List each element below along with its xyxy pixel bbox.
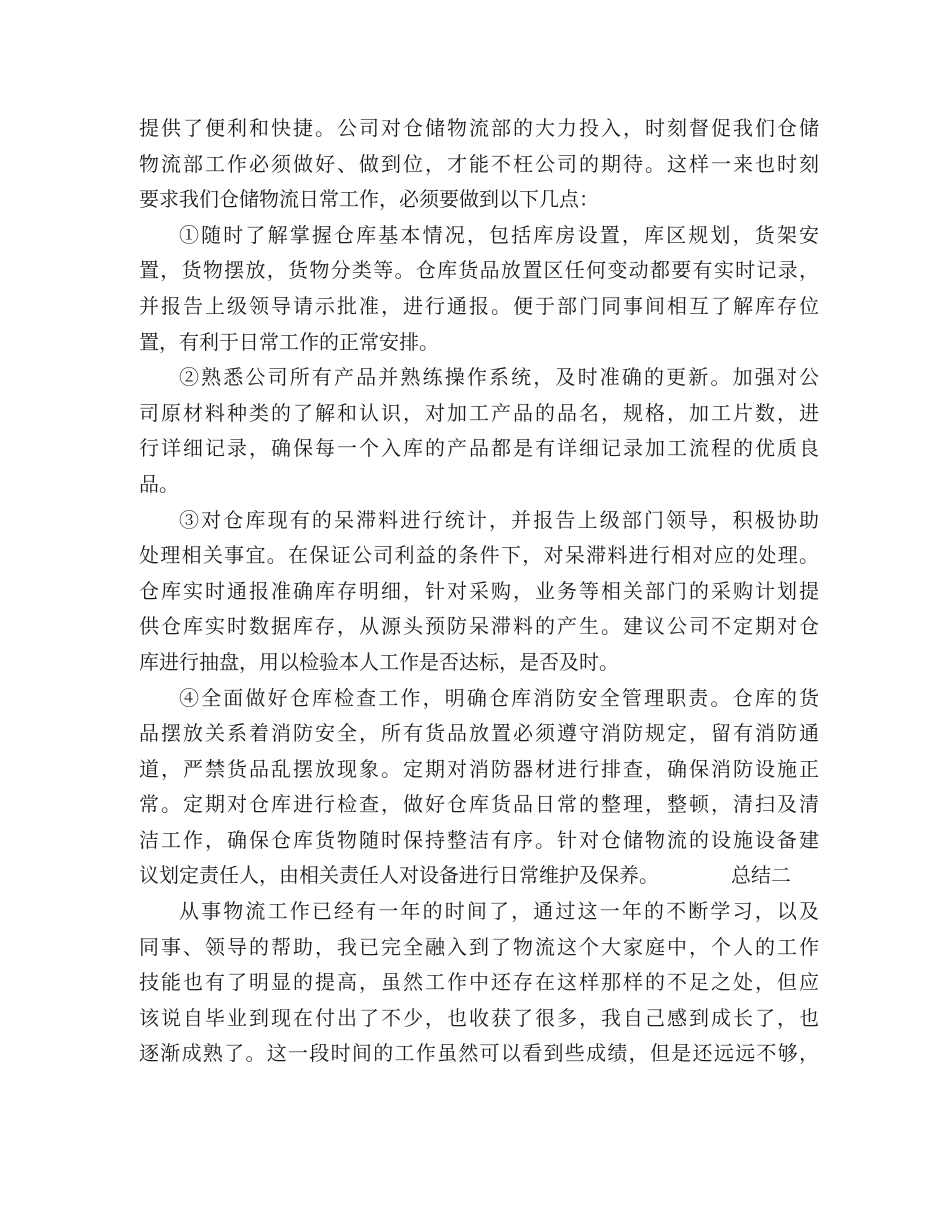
text-line: ②熟悉公司所有产品并熟练操作系统，及时准确的更新。加强对公 [179,365,819,390]
text-line: 提供了便利和快捷。公司对仓储物流部的大力投入，时刻督促我们仓储 [139,116,819,140]
text-line: ①随时了解掌握仓库基本情况，包括库房设置，库区规划，货架安 [179,222,819,247]
text-line: 道，严禁货品乱摆放现象。定期对消防器材进行排查，确保消防设施正 [139,756,819,781]
text-line: 供仓库实时数据库存，从源头预防呆滞料的产生。建议公司不定期对仓 [139,614,819,639]
text-line: 洁工作，确保仓库货物随时保持整洁有序。针对仓储物流的设施设备建 [139,827,819,852]
section-heading: 总结二 [731,863,791,888]
text-line: 并报告上级领导请示批准，进行通报。便于部门同事间相互了解库存位 [139,293,819,318]
text-line: 从事物流工作已经有一年的时间了，通过这一年的不断学习，以及 [179,899,819,924]
text-line: 同事、领导的帮助，我已完全融入到了物流这个大家庭中，个人的工作 [139,934,819,959]
text-line: 置，货物摆放，货物分类等。仓库货品放置区任何变动都要有实时记录， [139,258,819,283]
text-line: 技能也有了明显的提高，虽然工作中还存在这样那样的不足之处，但应 [139,970,819,995]
text-line: 品。 [139,471,179,496]
text-line: 仓库实时通报准确库存明细，针对采购，业务等相关部门的采购计划提 [139,578,819,603]
text-line: 品摆放关系着消防安全，所有货品放置必须遵守消防规定，留有消防通 [139,721,819,746]
text-line: 行详细记录，确保每一个入库的产品都是有详细记录加工流程的优质良 [139,436,819,461]
text-line: 物流部工作必须做好、做到位，才能不枉公司的期待。这样一来也时刻 [139,151,819,176]
text-line: ③对仓库现有的呆滞料进行统计，并报告上级部门领导，积极协助 [179,507,819,532]
text-line: 处理相关事宜。在保证公司利益的条件下，对呆滞料进行相对应的处理。 [139,543,819,568]
text-line: 库进行抽盘，用以检验本人工作是否达标，是否及时。 [139,649,619,674]
text-line: 逐渐成熟了。这一段时间的工作虽然可以看到些成绩，但是还远远不够， [139,1041,819,1066]
text-line: 置，有利于日常工作的正常安排。 [139,329,439,354]
text-line: 要求我们仓储物流日常工作，必须要做到以下几点： [139,187,599,212]
text-line: 该说自毕业到现在付出了不少，也收获了很多，我自己感到成长了，也 [139,1005,819,1030]
text-line: 司原材料种类的了解和认识，对加工产品的品名，规格，加工片数，进 [139,400,819,425]
text-line-with-heading [139,858,819,894]
text-line: 常。定期对仓库进行检查，做好仓库货品日常的整理，整顿，清扫及清 [139,792,819,817]
body-text [139,111,819,1072]
text-line: ④全面做好仓库检查工作，明确仓库消防安全管理职责。仓库的货 [179,685,819,710]
text-line: 议划定责任人，由相关责任人对设备进行日常维护及保养。 [139,863,659,888]
